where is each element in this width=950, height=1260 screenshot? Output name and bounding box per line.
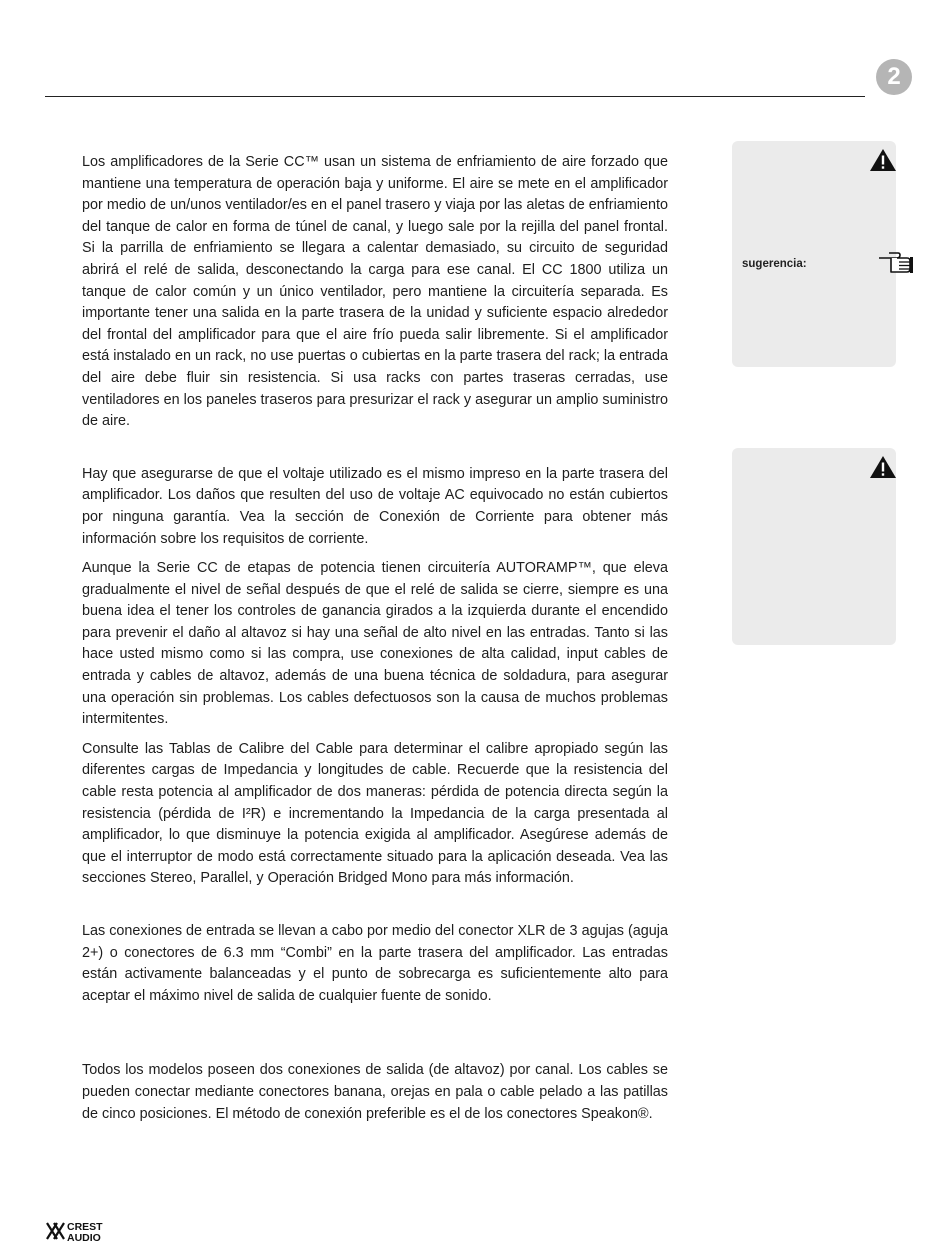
crest-audio-logo bbox=[45, 1219, 125, 1243]
paragraph-autoramp: Aunque la Serie CC de etapas de potencia tienen circuitería AUTORAMP™, que eleva gradualmente el nivel de señal después de que el relé de salida se cierre, siempre es una buena idea el tener los controles de ganancia girados a la izquierda durante el encendido para prevenir el daño al altavoz si hay una señal de alto nivel en las entradas. Tanto si las hace usted mismo como si las compra, use conexiones de alta calidad, input cables de entrada y cables de altavoz, además de una buena técnica de soldadura, para asegurar una operación sin problemas. Los cables defectuosos son la causa de muchos problemas intermitentes. bbox=[82, 560, 668, 728]
main-text-column bbox=[82, 152, 668, 1125]
sidebar-note-box bbox=[732, 141, 896, 367]
paragraph-cable-gauge: Consulte las Tablas de Calibre del Cable para determinar el calibre apropiado según las diferentes cargas de Impedancia y longitudes de cable. Recuerde que la resistencia del cable resta potencia al amplificador de dos maneras: pérdida de potencia directa según la resistencia (pérdida de I²R) e incrementando la Impedancia de la carga presentada al amplificador, lo que disminuye la potencia exigida al amplificador. Asegúrese además de que el interruptor de modo está correctamente situado para la aplicación deseada. Vea las secciones Stereo, Parallel, y Operación Bridged Mono para más información. bbox=[82, 740, 668, 887]
paragraph-cooling: Los amplificadores de la Serie CC™ usan un sistema de enfriamiento de aire forzado que mantiene una temperatura de operación baja y uniforme. El aire se mete en el amplificador por medio de un/unos ventilador/es en el panel trasero y viaja por las aletas de enfriamiento del tanque de calor en forma de túnel de canal, y luego sale por la rejilla del panel frontal. Si la parrilla de enfriamiento se llegara a calentar demasiado, su circuito de seguridad abrirá el relé de salida, desconectando la carga para ese canal. El CC 1800 utiliza un tanque de calor común y un único ventilador, pero mantiene la circuitería separada. Es importante tener una salida en la parte trasera de la unidad y suficiente espacio alrededor del frontal del amplificador para que el aire frío pueda salir libremente. Si el amplificador está instalado en un rack, no use puertas o cubiertas en la parte trasera del rack; la entrada del aire debe fluir sin resistencia. Si usa racks con partes traseras cerradas, use ventiladores en los paneles traseros para presurizar el rack y asegurar un amplio suministro de aire. bbox=[82, 154, 668, 430]
paragraph-input-connections: Las conexiones de entrada se llevan a cabo por medio del conector XLR de 3 agujas (aguja 2+) o conectores de 6.3 mm “Combi” en la parte trasera del amplificador. Las entradas están activamente balanceadas y el punto de sobrecarga es suficientemente alto para aceptar el máximo nivel de salida de cualquier fuente de sonido. bbox=[82, 923, 668, 1004]
chapter-number-badge: 2 bbox=[876, 59, 912, 95]
sidebar-warning-box bbox=[732, 448, 896, 645]
paragraph-output-connections: Todos los modelos poseen dos conexiones de salida (de altavoz) por canal. Los cables se pueden conectar mediante conectores banana, orejas en pala o cable pelado a las patillas de cinco posiciones. El método de conexión preferible es el de los conectores Speakon®. bbox=[82, 1062, 668, 1122]
warning-icon bbox=[868, 147, 898, 173]
pointing-hand-icon bbox=[877, 250, 915, 276]
paragraph-voltage: Hay que asegurarse de que el voltaje utilizado es el mismo impreso en la parte trasera del amplificador. Los daños que resulten del uso de voltaje AC equivocado no están cubiertos por ninguna garantía. Vea la sección de Conexión de Corriente para obtener más información sobre los requisitos de corriente. bbox=[82, 465, 668, 547]
warning-icon bbox=[868, 454, 898, 480]
logo-line-2: AUDIO bbox=[67, 1232, 101, 1243]
tip-label: sugerencia: bbox=[742, 258, 807, 270]
header-rule bbox=[45, 96, 865, 97]
logo-line-1: CREST bbox=[67, 1221, 103, 1233]
